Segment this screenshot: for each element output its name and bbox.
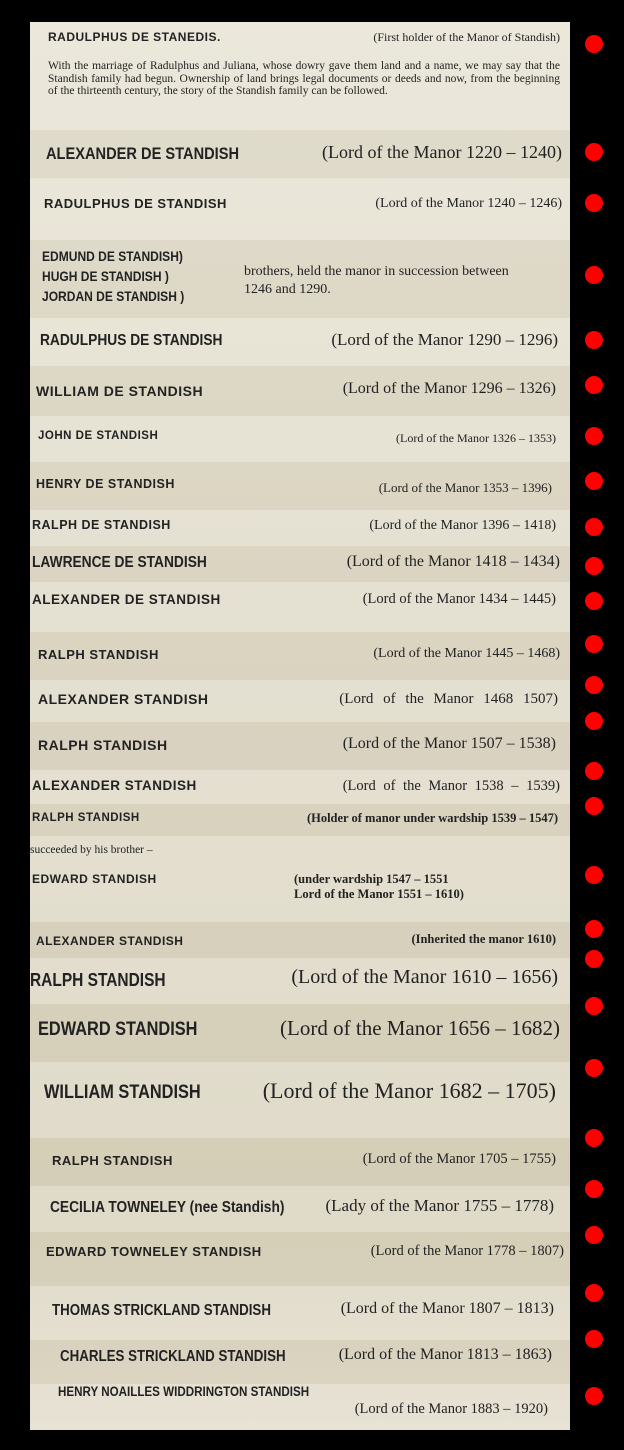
entry-row — [30, 680, 570, 722]
entry-role: (Lord of the Manor 1656 – 1682) — [280, 1016, 560, 1040]
entry-name: JOHN DE STANDISH — [38, 430, 159, 442]
entry-role: (Lord of the Manor 1705 – 1755) — [362, 1151, 556, 1167]
brother-name: JORDAN DE STANDISH ) — [42, 288, 185, 304]
entry-row — [30, 416, 570, 462]
entry-name: ALEXANDER STANDISH — [38, 691, 209, 707]
entry-name: RALPH STANDISH — [38, 737, 168, 753]
entry-role: (Lord of the Manor 1396 – 1418) — [369, 518, 556, 533]
header-block — [30, 22, 570, 130]
header-intro: With the marriage of Radulphus and Juliana, whose dowry gave them land and a name, we may say that the Standish family had begun. Ownership of land brings legal documents or deeds and now, from the beginning of the thirteenth century, the story of the Standish family can be followed. — [48, 60, 560, 97]
entry-name: WILLIAM STANDISH — [44, 1082, 201, 1103]
red-marker-dot — [585, 1180, 603, 1198]
entry-name: RALPH DE STANDISH — [32, 518, 171, 532]
red-marker-dot — [585, 797, 603, 815]
red-marker-dot — [585, 427, 603, 445]
red-marker-dot — [585, 1330, 603, 1348]
entry-role: (Lord of the Manor 1468 1507) — [339, 691, 558, 707]
succeeded-role: Lord of the Manor 1551 – 1610) — [294, 887, 464, 901]
entry-role: (Holder of manor under wardship 1539 – 1547) — [306, 811, 558, 825]
header-role: (First holder of the Manor of Standish) — [373, 30, 560, 44]
entry-name: CECILIA TOWNELEY (nee Standish) — [50, 1199, 285, 1216]
entry-row — [30, 722, 570, 770]
entry-role: (Lord of the Manor 1610 – 1656) — [291, 966, 558, 988]
red-marker-dot — [585, 866, 603, 884]
entry-row — [30, 130, 570, 178]
succeeded-name: EDWARD STANDISH — [32, 872, 157, 886]
entry-role: (Lord of the Manor 1682 – 1705) — [262, 1078, 556, 1103]
red-marker-dot — [585, 712, 603, 730]
entry-name: RALPH STANDISH — [52, 1153, 173, 1168]
entry-row — [30, 510, 570, 546]
red-marker-dot — [585, 1387, 603, 1405]
entry-row — [30, 958, 570, 1004]
entry-row — [30, 1286, 570, 1340]
entry-role: (Lord of the Manor 1290 – 1296) — [331, 330, 558, 349]
entry-name: ALEXANDER STANDISH — [36, 934, 184, 948]
entry-role: (Lord of the Manor 1538 – 1539) — [342, 778, 560, 794]
entry-role: (Lord of the Manor 1778 – 1807) — [370, 1243, 564, 1259]
entry-row — [30, 1138, 570, 1186]
entry-name: RADULPHUS DE STANDISH — [40, 332, 223, 349]
red-marker-dot — [585, 920, 603, 938]
red-marker-dot — [585, 1129, 603, 1147]
entry-role: (Lord of the Manor 1220 – 1240) — [322, 142, 562, 162]
succeeded-text: succeeded by his brother – — [30, 844, 153, 856]
red-marker-dot — [585, 143, 603, 161]
succeeded-role: (under wardship 1547 – 1551 — [294, 872, 449, 886]
entry-role: (Lady of the Manor 1755 – 1778) — [325, 1196, 554, 1215]
entry-role: (Lord of the Manor 1883 – 1920) — [354, 1401, 548, 1417]
entry-name: RALPH STANDISH — [32, 812, 140, 824]
red-marker-dot — [585, 331, 603, 349]
entry-row — [30, 318, 570, 366]
entry-name: WILLIAM DE STANDISH — [36, 383, 204, 399]
red-marker-dot — [585, 518, 603, 536]
entry-name: CHARLES STRICKLAND STANDISH — [60, 1348, 286, 1365]
red-marker-dot — [585, 762, 603, 780]
entry-role: (Lord of the Manor 1434 – 1445) — [362, 591, 556, 607]
brothers-text: 1246 and 1290. — [244, 282, 331, 297]
entry-row — [30, 922, 570, 958]
entry-name: ALEXANDER DE STANDISH — [46, 144, 240, 163]
entry-name: RALPH STANDISH — [38, 647, 159, 662]
brother-name: HUGH DE STANDISH ) — [42, 268, 169, 284]
entry-row — [30, 546, 570, 582]
entry-role: (Lord of the Manor 1807 – 1813) — [340, 1300, 554, 1317]
red-marker-dot — [585, 635, 603, 653]
entry-row — [30, 1384, 570, 1430]
entry-role: (Lord of the Manor 1445 – 1468) — [373, 646, 560, 661]
entry-row — [30, 804, 570, 836]
entry-name: THOMAS STRICKLAND STANDISH — [52, 1302, 271, 1319]
red-marker-dot — [585, 376, 603, 394]
brothers-text: brothers, held the manor in succession between — [244, 264, 509, 279]
entry-name: RALPH STANDISH — [30, 970, 166, 990]
entry-name: HENRY NOAILLES WIDDRINGTON STANDISH — [58, 1384, 310, 1399]
entry-role: (Lord of the Manor 1813 – 1863) — [338, 1346, 552, 1363]
red-marker-dot — [585, 472, 603, 490]
entry-role: (Lord of the Manor 1296 – 1326) — [342, 380, 556, 397]
entry-row — [30, 582, 570, 632]
red-marker-dot — [585, 35, 603, 53]
entry-row — [30, 1186, 570, 1232]
entry-row — [30, 462, 570, 510]
entry-row — [30, 178, 570, 240]
header-name: RADULPHUS DE STANEDIS. — [48, 30, 221, 44]
entry-name: EDWARD TOWNELEY STANDISH — [46, 1244, 262, 1259]
entry-role: (Lord of the Manor 1353 – 1396) — [378, 480, 552, 495]
entry-name: ALEXANDER STANDISH — [32, 778, 197, 793]
brothers-block — [30, 240, 570, 318]
entry-row — [30, 1062, 570, 1138]
entry-name: LAWRENCE DE STANDISH — [32, 554, 207, 571]
red-marker-dot — [585, 592, 603, 610]
entry-row — [30, 1232, 570, 1286]
entry-row — [30, 1340, 570, 1384]
entry-row — [30, 770, 570, 804]
entry-name: EDWARD STANDISH — [38, 1019, 198, 1040]
red-marker-dot — [585, 676, 603, 694]
red-marker-dot — [585, 194, 603, 212]
red-marker-dot — [585, 1284, 603, 1302]
succeeded-block — [30, 836, 570, 922]
entry-name: ALEXANDER DE STANDISH — [32, 592, 221, 607]
entry-role: (Lord of the Manor 1326 – 1353) — [396, 431, 556, 445]
red-marker-dot — [585, 1226, 603, 1244]
entry-role: (Lord of the Manor 1507 – 1538) — [342, 735, 556, 752]
entry-role: (Inherited the manor 1610) — [411, 932, 556, 946]
red-marker-dot — [585, 950, 603, 968]
red-marker-dot — [585, 266, 603, 284]
entry-row — [30, 366, 570, 416]
genealogy-strip — [30, 22, 570, 1430]
brother-name: EDMUND DE STANDISH) — [42, 248, 183, 264]
entry-role: (Lord of the Manor 1240 – 1246) — [375, 196, 562, 211]
entry-name: RADULPHUS DE STANDISH — [44, 196, 227, 211]
entry-name: HENRY DE STANDISH — [36, 477, 175, 491]
entry-role: (Lord of the Manor 1418 – 1434) — [346, 553, 560, 570]
entry-row — [30, 1004, 570, 1062]
red-marker-dot — [585, 557, 603, 575]
red-marker-dot — [585, 997, 603, 1015]
red-marker-dot — [585, 1059, 603, 1077]
entry-row — [30, 632, 570, 680]
